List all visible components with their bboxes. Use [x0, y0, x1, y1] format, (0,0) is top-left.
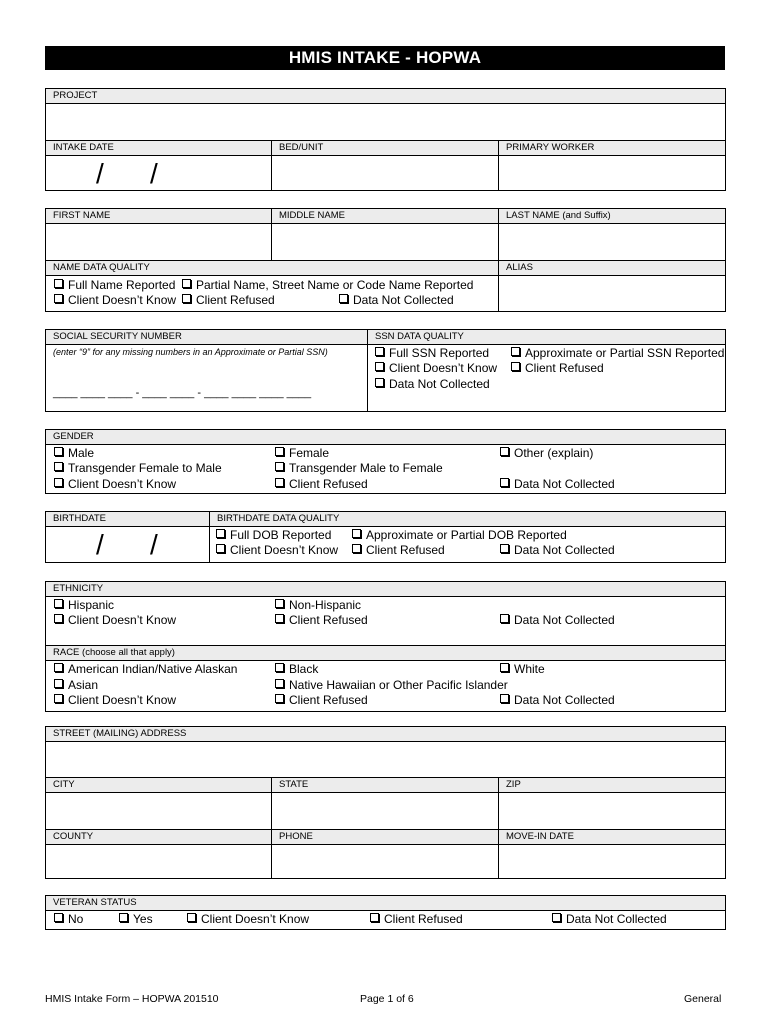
checkbox-icon	[375, 362, 384, 371]
checkbox-icon	[54, 679, 63, 688]
checkbox-icon	[54, 294, 63, 303]
checkbox-icon	[275, 694, 284, 703]
footer-page-number: Page 1 of 6	[360, 993, 414, 1005]
project-field[interactable]	[46, 104, 725, 140]
first-name-label: FIRST NAME	[46, 209, 271, 224]
alias-label: ALIAS	[499, 261, 725, 276]
checkbox-icon	[54, 913, 63, 922]
middle-name-field[interactable]	[272, 224, 498, 259]
veteran-refused[interactable]: Client Refused	[370, 912, 463, 927]
last-name-label: LAST NAME (and Suffix)	[499, 209, 725, 224]
checkbox-icon	[500, 447, 509, 456]
state-field[interactable]	[272, 793, 498, 828]
race-not-collected[interactable]: Data Not Collected	[500, 693, 615, 708]
checkbox-icon	[375, 347, 384, 356]
move-in-field[interactable]	[499, 845, 725, 878]
dob-quality-full[interactable]: Full DOB Reported	[216, 528, 331, 543]
bed-unit-label: BED/UNIT	[272, 141, 498, 156]
checkbox-icon	[511, 362, 520, 371]
checkbox-icon	[500, 544, 509, 553]
checkbox-icon	[500, 614, 509, 623]
state-label: STATE	[272, 778, 498, 793]
primary-worker-field[interactable]	[499, 156, 725, 190]
ssn-label: SOCIAL SECURITY NUMBER	[46, 330, 367, 345]
checkbox-icon	[339, 294, 348, 303]
gender-refused[interactable]: Client Refused	[275, 477, 368, 492]
checkbox-icon	[275, 478, 284, 487]
alias-field[interactable]	[499, 276, 725, 311]
move-in-label: MOVE-IN DATE	[499, 830, 725, 845]
dob-quality-refused[interactable]: Client Refused	[352, 543, 445, 558]
gender-other[interactable]: Other (explain)	[500, 446, 593, 461]
first-name-field[interactable]	[46, 224, 271, 259]
ethnicity-non-hispanic[interactable]: Non-Hispanic	[275, 598, 361, 613]
ethnicity-dont-know[interactable]: Client Doesn’t Know	[54, 613, 176, 628]
checkbox-icon	[182, 279, 191, 288]
birthdate-field[interactable]: / /	[96, 529, 158, 560]
dob-quality-not-collected[interactable]: Data Not Collected	[500, 543, 615, 558]
ssn-instructions: (enter “9” for any missing numbers in an Approximate or Partial SSN)	[53, 347, 328, 357]
form-title: HMIS INTAKE - HOPWA	[45, 46, 725, 70]
checkbox-icon	[552, 913, 561, 922]
veteran-yes[interactable]: Yes	[119, 912, 153, 927]
checkbox-icon	[187, 913, 196, 922]
checkbox-icon	[216, 529, 225, 538]
gender-not-collected[interactable]: Data Not Collected	[500, 477, 615, 492]
checkbox-icon	[275, 679, 284, 688]
checkbox-icon	[182, 294, 191, 303]
race-refused[interactable]: Client Refused	[275, 693, 368, 708]
race-white[interactable]: White	[500, 662, 545, 677]
ethnicity-refused[interactable]: Client Refused	[275, 613, 368, 628]
checkbox-icon	[511, 347, 520, 356]
name-quality-partial[interactable]: Partial Name, Street Name or Code Name Reported	[182, 278, 473, 293]
checkbox-icon	[54, 614, 63, 623]
checkbox-icon	[500, 663, 509, 672]
last-name-field[interactable]	[499, 224, 725, 259]
checkbox-icon	[500, 478, 509, 487]
name-quality-dont-know[interactable]: Client Doesn’t Know	[54, 293, 176, 308]
ssn-quality-refused[interactable]: Client Refused	[511, 361, 604, 376]
phone-label: PHONE	[272, 830, 498, 845]
race-native-hawaiian[interactable]: Native Hawaiian or Other Pacific Islander	[275, 678, 508, 693]
veteran-label: VETERAN STATUS	[46, 896, 725, 911]
veteran-dont-know[interactable]: Client Doesn’t Know	[187, 912, 309, 927]
race-american-indian[interactable]: American Indian/Native Alaskan	[54, 662, 237, 677]
phone-field[interactable]	[272, 845, 498, 878]
street-field[interactable]	[46, 742, 725, 777]
checkbox-icon	[216, 544, 225, 553]
bed-unit-field[interactable]	[272, 156, 498, 190]
checkbox-icon	[54, 694, 63, 703]
checkbox-icon	[54, 599, 63, 608]
checkbox-icon	[275, 599, 284, 608]
race-asian[interactable]: Asian	[54, 678, 98, 693]
checkbox-icon	[275, 614, 284, 623]
checkbox-icon	[54, 279, 63, 288]
veteran-no[interactable]: No	[54, 912, 83, 927]
checkbox-icon	[352, 544, 361, 553]
name-quality-not-collected[interactable]: Data Not Collected	[339, 293, 454, 308]
veteran-not-collected[interactable]: Data Not Collected	[552, 912, 667, 927]
project-label: PROJECT	[46, 89, 725, 104]
checkbox-icon	[352, 529, 361, 538]
gender-label: GENDER	[46, 430, 725, 445]
county-label: COUNTY	[46, 830, 271, 845]
checkbox-icon	[500, 694, 509, 703]
gender-trans-mtf[interactable]: Transgender Male to Female	[275, 461, 443, 476]
checkbox-icon	[54, 447, 63, 456]
zip-field[interactable]	[499, 793, 725, 828]
checkbox-icon	[119, 913, 128, 922]
race-dont-know[interactable]: Client Doesn’t Know	[54, 693, 176, 708]
checkbox-icon	[54, 478, 63, 487]
gender-female[interactable]: Female	[275, 446, 329, 461]
checkbox-icon	[275, 462, 284, 471]
race-black[interactable]: Black	[275, 662, 318, 677]
ssn-quality-full[interactable]: Full SSN Reported	[375, 346, 489, 361]
ssn-field[interactable]: ____ ____ ____ - ____ ____ - ____ ____ ____ ____	[53, 387, 312, 399]
primary-worker-label: PRIMARY WORKER	[499, 141, 725, 156]
gender-trans-ftm[interactable]: Transgender Female to Male	[54, 461, 222, 476]
checkbox-icon	[275, 663, 284, 672]
ssn-quality-dont-know[interactable]: Client Doesn’t Know	[375, 361, 497, 376]
gender-dont-know[interactable]: Client Doesn’t Know	[54, 477, 176, 492]
ssn-quality-partial[interactable]: Approximate or Partial SSN Reported	[511, 346, 724, 361]
city-field[interactable]	[46, 793, 271, 828]
zip-label: ZIP	[499, 778, 725, 793]
footer-form-id: HMIS Intake Form – HOPWA 201510	[45, 993, 219, 1005]
dob-quality-label: BIRTHDATE DATA QUALITY	[210, 512, 725, 527]
checkbox-icon	[54, 462, 63, 471]
checkbox-icon	[54, 663, 63, 672]
name-quality-full[interactable]: Full Name Reported	[54, 278, 175, 293]
ssn-quality-label: SSN DATA QUALITY	[368, 330, 725, 345]
dob-quality-dont-know[interactable]: Client Doesn’t Know	[216, 543, 338, 558]
checkbox-icon	[275, 447, 284, 456]
race-label: RACE (choose all that apply)	[46, 646, 725, 661]
footer-classification: General	[684, 993, 722, 1005]
name-quality-label: NAME DATA QUALITY	[46, 261, 498, 276]
ssn-quality-not-collected[interactable]: Data Not Collected	[375, 377, 490, 392]
ethnicity-not-collected[interactable]: Data Not Collected	[500, 613, 615, 628]
street-label: STREET (MAILING) ADDRESS	[46, 727, 725, 742]
dob-quality-partial[interactable]: Approximate or Partial DOB Reported	[352, 528, 567, 543]
middle-name-label: MIDDLE NAME	[272, 209, 498, 224]
ethnicity-label: ETHNICITY	[46, 582, 725, 597]
name-quality-refused[interactable]: Client Refused	[182, 293, 275, 308]
birthdate-label: BIRTHDATE	[46, 512, 209, 527]
checkbox-icon	[370, 913, 379, 922]
county-field[interactable]	[46, 845, 271, 878]
ethnicity-hispanic[interactable]: Hispanic	[54, 598, 114, 613]
intake-date-field[interactable]: / /	[96, 158, 158, 189]
checkbox-icon	[375, 378, 384, 387]
city-label: CITY	[46, 778, 271, 793]
gender-male[interactable]: Male	[54, 446, 94, 461]
intake-date-label: INTAKE DATE	[46, 141, 271, 156]
